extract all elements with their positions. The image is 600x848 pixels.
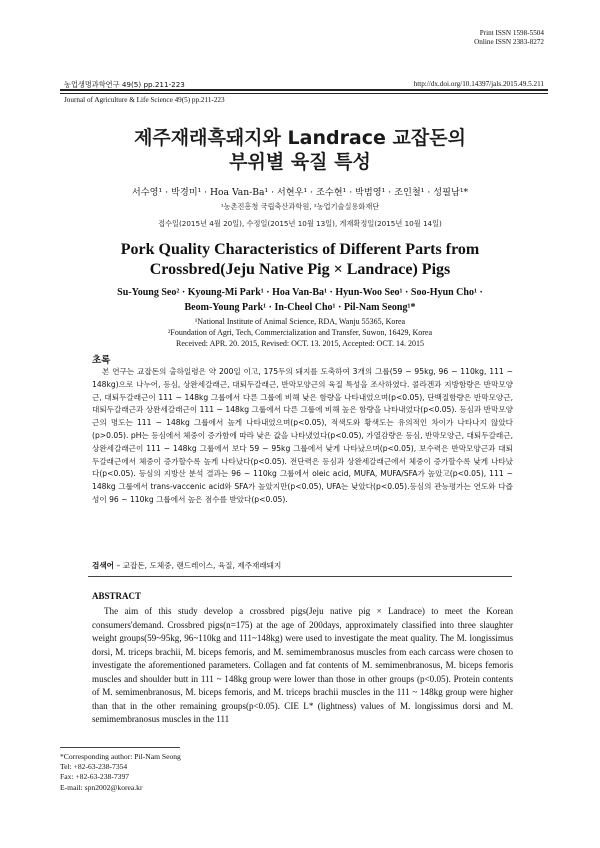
footnote-rule (60, 747, 180, 748)
journal-en: Journal of Agriculture & Life Science 49(5) pp.211-223 (64, 96, 225, 104)
title-korean (0, 126, 600, 174)
keywords-separator: – (116, 561, 123, 570)
affiliation-english-line2: ²Foundation of Agri, Tech, Commercialization and Transfer, Suwon, 16429, Korea (168, 328, 432, 337)
footnote-fax: Fax: +82-63-238-7397 (60, 772, 130, 782)
footnote-tel: Tel: +82-63-238-7354 (60, 762, 128, 772)
dates-korean: 접수일(2015년 4월 20일), 수정일(2015년 10월 13일), 게재확정일(2015년 10월 14일) (158, 219, 442, 228)
affiliation-korean: ¹농촌진흥청 국립축산과학원, ²농업기술실용화재단 (220, 202, 380, 211)
footnote-email[interactable]: E-mail: spn2002@korea.kr (60, 782, 143, 792)
abstract-korean: 본 연구는 교잡돈의 출하일령은 약 200일 이고, 175두의 돼지를 도축하여 3개의 그룹(59 ~ 95kg, 96 ~ 110kg, 111 ~ 148kg)으로 나누어, 등심, 상완세갈래근, 대퇴두갈래근, 반막모양근의 육질 특성을 조사하였다. 콜라겐과 지방함량은 반막모양근, 대퇴두갈래근이 111 ~ 148kg 그룹에서 다른 그룹에 비해 낮은 함량을 나타내었으며(p<0.05), 단백질함량은 반막모양근, 대퇴두갈래근과 상완세갈래근이 111 ~ 148kg 그룹에서 다른 그룹에 비해 높은 함량을 나타내었다(p<0.05). 등심과 반막모양근의 명도는 111 ~ 148kg 그룹에서 높게 나타내었으며(p<0.05), 적색도와 황색도는 유의적인 차이가 나타나지 않았다(p>0.05). pH는 등심에서 체중이 증가함에 따라 낮은 값을 나타냈었다(p<0.05), 가열감량은 등심, 반막모양근, 대퇴두갈래근, 상완세갈래근이 111 ~ 148kg 그룹에서 보다 59 ~ 95kg 그룹에서 낮게 나타났으며(p<0.05), 보수력은 반막모양근과 대퇴두갈래근에서 체중이 증가할수록 높게 나타났다(p<0.05). 전단력은 등심과 상완세갈래근에서 체중이 증가할수록 낮게 나타났다(p<0.05). 등심의 지방산 분석 결과는 96 ~ 110kg 그룹에서 oleic acid, MUFA, MUFA/SFA가 높았고(p<0.05), 111 ~ 148kg 그룹에서 trans-vaccenic acid와 SFA가 높았지만(p<0.05), UFA는 낮았다(p<0.05).등심의 관능평가는 연도와 다즙성이 96 ~ 110kg 그룹에서 높은 점수를 받았다(p<0.05). (92, 367, 513, 504)
title-korean-line1: 제주재래흑돼지와 Landrace 교잡돈의 (134, 127, 466, 149)
journal-ko: 농업생명과학연구 49(5) pp.211-223 (64, 80, 185, 89)
section-divider (88, 576, 512, 577)
title-english-line2: Crossbred(Jeju Native Pig × Landrace) Pigs (149, 261, 451, 278)
abstract-ko-heading: 초록 (92, 355, 111, 366)
footnote (60, 752, 181, 793)
issn-print: Print ISSN 1598-5504 (479, 29, 544, 37)
header-rule-thin (60, 93, 548, 94)
title-korean-line2: 부위별 육질 특성 (229, 151, 371, 173)
authors-english-line2: Beom-Young Park¹ · In-Cheol Cho¹ · Pil-Nam Seong¹* (184, 302, 416, 313)
affiliation-english-line1: ¹National Institute of Animal Science, RDA, Wanju 55365, Korea (194, 317, 406, 326)
authors-korean: 서수영¹ · 박경미¹ · Hoa Van-Ba¹ · 서현우¹ · 조수현¹ · 박범영¹ · 조인철¹ · 성필남¹* (131, 187, 469, 198)
footnote-corresponding: *Corresponding author: Pil-Nam Seong (60, 752, 181, 761)
issn-online: Online ISSN 2383-8272 (474, 38, 544, 47)
affiliation-english (0, 316, 600, 338)
authors-english (0, 285, 600, 315)
keywords-korean (92, 560, 281, 571)
keywords-label: 검색어 (92, 561, 115, 570)
doi-link[interactable]: http://dx.doi.org/10.14397/jals.2015.49.5.211 (413, 80, 544, 88)
dates-english: Received: APR. 20. 2015, Revised: OCT. 13. 2015, Accepted: OCT. 14. 2015 (176, 339, 424, 348)
issn-block (474, 29, 544, 47)
title-english (0, 240, 600, 280)
authors-english-line1: Su-Young Seo² · Kyoung-Mi Park¹ · Hoa Van-Ba¹ · Hyun-Woo Seo¹ · Soo-Hyun Cho¹ · (117, 287, 483, 298)
keywords-values: 교잡돈, 도체중, 랜드레이스, 육질, 제주재래돼지 (122, 561, 282, 570)
abstract-english: The aim of this study develop a crossbred pigs(Jeju native pig × Landrace) to meet the Korean consumers'demand. Crossbred pigs(n=175) at the age of 200days, approximately classified into three slaughter weight groups(59~95kg, 96~110kg and 111~148kg) were used to investigate the meat quality. The M. longissimus dorsi, M. triceps brachii, M. biceps femoris, and M. semimembranosus muscles from each carcass were chosen to investigate the aforementioned parameters. Collagen and fat contents of M. semimenbranosus, M. biceps femoris muscles and shoulder butt in 111 ~ 148kg group were lower than those in other groups (p<0.05). Protein contents of M. semimenbranosus, M. biceps femoris, and M. triceps brachii muscles in the 111 ~ 148kg group were higher than that in the other remaining groups(p<0.05). CIE L* (lightness) values of M. longissimus dorsi and M. semimembranosus muscles in the 111 (92, 606, 513, 724)
title-english-line1: Pork Quality Characteristics of Different Parts from (120, 241, 480, 258)
header-rule-thick (60, 89, 548, 91)
abstract-en-heading: ABSTRACT (92, 591, 142, 601)
